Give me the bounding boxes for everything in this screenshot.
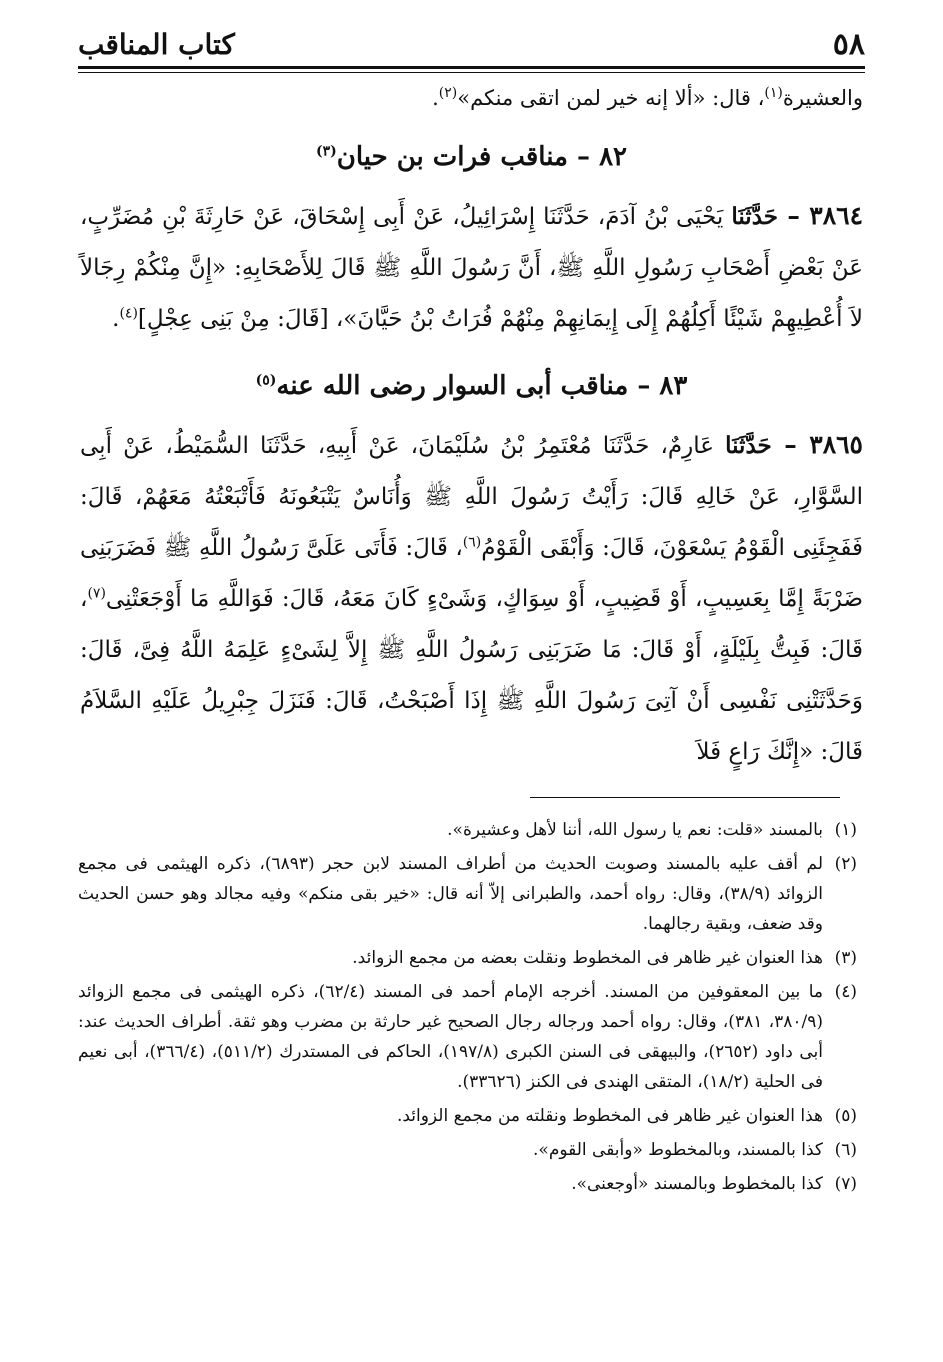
footnote-item (78, 1135, 857, 1165)
footnote-item (78, 977, 857, 1097)
footnote-ref: (٢) (438, 85, 458, 101)
footnote-ref: (٣) (315, 143, 337, 160)
hadith-text-a: عَارِمٌ، حَدَّثَنَا مُعْتَمِرُ بْنُ سُلَيْمَانَ، عَنْ أَبِيهِ، حَدَّثَنَا السُّمَيْطُ، عَنْ أَبِى السَّوَّارِ، عَنْ خَالِهِ قَالَ: رَأَيْتُ رَسُولَ اللَّهِ ﷺ وَأُنَاسٌ يَتْبَعُونَهُ فَأَتْبَعْتُهُ مَعَهُمْ، قَالَ: فَفَجِئَنِى الْقَوْمُ يَسْعَوْنَ، قَالَ: وَأَبْقَى الْقَوْمُ (80, 433, 863, 561)
intro-line (80, 80, 863, 116)
hadith-text-c: ، قَالَ: فَبِتُّ بِلَيْلَةٍ، أَوْ قَالَ: مَا ضَرَبَنِى رَسُولُ اللَّهِ ﷺ إِلاَّ لِشَىْءٍ عَلِمَهُ اللَّهُ فِىَّ، قَالَ: وَحَدَّثَتْنِى نَفْسِى أَنْ آتِىَ رَسُولَ اللَّهِ ﷺ إِذَا أَصْبَحْتُ، قَالَ: فَنَزَلَ جِبْرِيلُ عَلَيْهِ السَّلاَمُ قَالَ: «إِنَّكَ رَاعٍ فَلاَ (80, 586, 864, 765)
hadith-number: ٣٨٦٤ (809, 201, 863, 230)
page-header (78, 22, 865, 69)
footnote-number: (٣) (834, 948, 857, 968)
footnote-number: (١) (834, 820, 857, 840)
footnote-ref: (٧) (87, 585, 106, 602)
hadith-number: ٣٨٦٥ (809, 430, 863, 459)
section-heading-83 (80, 365, 863, 407)
footnote-text: بالمسند «قلت: نعم يا رسول الله، أننا لأهل وعشيرة». (447, 820, 823, 840)
hadith-dash: – (777, 201, 810, 230)
footnote-item (78, 1101, 857, 1131)
hadith-3864 (80, 190, 863, 345)
section-heading-82 (80, 136, 863, 178)
footnote-item (78, 1169, 857, 1199)
footnote-number: (٧) (834, 1174, 857, 1194)
footnotes (78, 815, 857, 1203)
footnote-ref: (٤) (119, 305, 138, 322)
hadith-3865 (80, 419, 863, 778)
footnote-text: كذا بالمسند، وبالمخطوط «وأبقى القوم». (533, 1140, 823, 1160)
hadith-opening: حَدَّثَنَا (731, 203, 778, 230)
page-number: ٥٨ (832, 26, 865, 62)
footnote-item (78, 815, 857, 845)
hadith-dash: – (771, 430, 810, 459)
footnote-text: هذا العنوان غير ظاهر فى المخطوط ونقلت بعضه من مجمع الزوائد. (352, 948, 823, 968)
section-title-text: ٨٣ – مناقب أبى السوار رضى الله عنه (276, 371, 688, 401)
hadith-end: . (112, 306, 120, 332)
section-title-text: ٨٢ – مناقب فرات بن حيان (336, 142, 628, 172)
intro-quote: ، قال: «ألا إنه خير لمن اتقى منكم» (457, 86, 765, 110)
footnote-item (78, 849, 857, 939)
footnote-divider (530, 797, 840, 798)
footnote-number: (٤) (834, 982, 857, 1002)
footnote-ref: (١) (764, 85, 783, 101)
footnote-item (78, 943, 857, 973)
hadith-text-b: ، قَالَ: فَأَتَى عَلَىَّ رَسُولُ اللَّهِ ﷺ فَضَرَبَنِى ضَرْبَةً إِمَّا بِعَسِيبٍ، أَوْ قَضِيبٍ، أَوْ سِوَاكٍ، وَشَىْءٍ كَانَ مَعَهُ، قَالَ: فَوَاللَّهِ مَا أَوْجَعَتْنِى (80, 535, 863, 612)
intro-text: والعشيرة (782, 86, 863, 110)
footnote-text: كذا بالمخطوط وبالمسند «أوجعنى». (571, 1174, 823, 1194)
footnote-number: (٥) (834, 1106, 857, 1126)
hadith-text: يَحْيَى بْنُ آدَمَ، حَدَّثَنَا إِسْرَائِيلُ، عَنْ أَبِى إِسْحَاقَ، عَنْ حَارِثَةَ بْنِ مُضَرِّبٍ، عَنْ بَعْضِ أَصْحَابِ رَسُولِ اللَّهِ ﷺ، أَنَّ رَسُولَ اللَّهِ ﷺ قَالَ لِلأَصْحَابِهِ: «إِنَّ مِنْكُمْ رِجَالاً لاَ أُعْطِيهِمْ شَيْئًا أَكِلُهُمْ إِلَى إِيمَانِهِمْ مِنْهُمْ فُرَاتُ بْنُ حَيَّانَ»، [قَالَ: مِنْ بَنِى عِجْلٍ] (80, 204, 863, 332)
main-text (80, 72, 863, 778)
footnote-number: (٢) (834, 854, 858, 874)
footnote-text: لم أقف عليه بالمسند وصوبت الحديث من أطراف المسند لابن حجر (٦٨٩٣)، ذكره الهيثمى فى مجمع الزوائد (٣٨/٩)، وقال: رواه أحمد، والطبرانى إلاّ أنه قال: «خير بقى منكم» وفيه مجالد وهو حسن الحديث وقد ضعف، وبقية رجالهما. (78, 854, 824, 934)
book-title: كتاب المناقب (78, 27, 235, 61)
footnote-ref: (٥) (255, 372, 277, 389)
hadith-opening: حَدَّثَنَا (725, 432, 772, 459)
footnote-ref: (٦) (462, 534, 482, 551)
intro-end: . (432, 86, 439, 110)
footnote-text: هذا العنوان غير ظاهر فى المخطوط ونقلته من مجمع الزوائد. (396, 1106, 823, 1126)
footnote-number: (٦) (834, 1140, 857, 1160)
footnote-text: ما بين المعقوفين من المسند. أخرجه الإمام أحمد فى المسند (٦٢/٤)، ذكره الهيثمى فى مجمع الزوائد (٣٨٠/٩، ٣٨١)، وقال: رواه أحمد ورجاله رجال الصحيح غير حارثة بن مضرب وهو ثقة. أطراف الحديث عند: أبى داود (٢٦٥٢)، والبيهقى فى السنن الكبرى (١٩٧/٨)، الحاكم فى المستدرك (٥١١/٢)، (٣٦٦/٤)، أبى نعيم فى الحلية (١٨/٢)، المتقى الهندى فى الكنز (٣٣٦٢٦). (78, 982, 824, 1092)
